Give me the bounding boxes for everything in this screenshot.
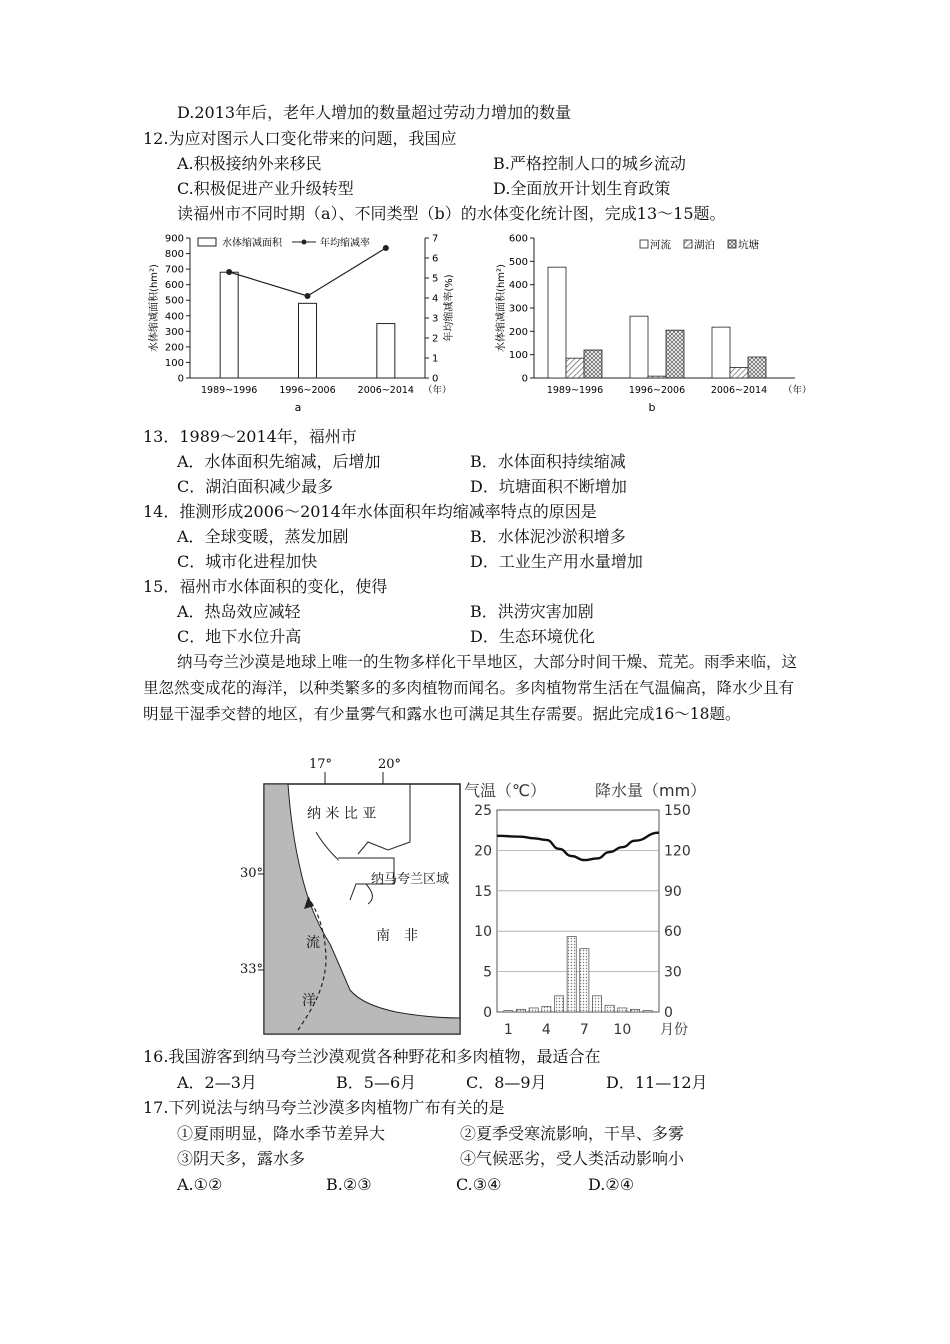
climate-ytick-label: 25 xyxy=(474,803,492,819)
a-legend-bar-label: 水体缩减面积 xyxy=(222,238,282,249)
a-x-unit: （年） xyxy=(423,385,452,396)
a-ytick-label: 800 xyxy=(164,249,184,261)
q12-option-a: A.积极接纳外来移民 xyxy=(177,154,322,173)
q17-option-d: D.②④ xyxy=(588,1175,635,1194)
map-label-namaqualand: 纳马夸兰区域 xyxy=(371,872,450,887)
climate-precip-bar xyxy=(516,1009,525,1012)
b-ytick-label: 300 xyxy=(508,303,528,315)
climate-precip-bar xyxy=(504,1011,513,1012)
q12-option-d: D.全面放开计划生育政策 xyxy=(493,179,671,198)
climate-ytick-label: 10 xyxy=(474,924,492,941)
q13-option-d: D．坑塘面积不断增加 xyxy=(470,477,627,496)
climate-y2tick-label: 60 xyxy=(664,924,682,941)
map-label-current-1: 流 xyxy=(306,935,320,951)
q15-option-b: B．洪涝灾害加剧 xyxy=(470,602,594,621)
climate-y2tick-label: 0 xyxy=(664,1005,673,1021)
b-xtick-label: 2006~2014 xyxy=(710,385,768,396)
chart-a xyxy=(140,228,460,418)
q14-stem: 14．推测形成2006～2014年水体面积年均缩减率特点的原因是 xyxy=(143,502,597,521)
b-bar-1 xyxy=(566,358,584,378)
b-xtick-label: 1996~2006 xyxy=(628,385,686,396)
map-label-namibia: 纳 米 比 亚 xyxy=(307,806,377,822)
climate-xtick-label: 1 xyxy=(503,1022,513,1038)
a-y2tick-label: 0 xyxy=(432,373,439,385)
q15-stem: 15．福州市水体面积的变化，使得 xyxy=(143,577,388,596)
q16-option-a: A．2—3月 xyxy=(177,1073,257,1092)
climate-ytick-label: 20 xyxy=(474,843,492,860)
q16-option-d: D．11—12月 xyxy=(606,1073,708,1092)
q11-option-d: D.2013年后，老年人增加的数量超过劳动力增加的数量 xyxy=(177,103,572,122)
map-label-current-2: 洋 xyxy=(302,993,316,1009)
a-bar xyxy=(377,324,395,378)
climate-precip-bar xyxy=(542,1007,551,1012)
a-y2tick-label: 5 xyxy=(432,273,439,285)
a-y2tick-label: 1 xyxy=(432,353,439,365)
a-ytick-label: 500 xyxy=(164,295,184,307)
map-lat-33: 33° xyxy=(240,962,264,977)
climate-precip-bar xyxy=(554,996,563,1012)
b-legend-swatch-2 xyxy=(728,240,736,248)
b-ytick-label: 400 xyxy=(508,280,528,292)
climate-precip-bar xyxy=(567,937,576,1012)
b-legend-swatch-0 xyxy=(640,240,648,248)
climate-ylabel: 气温（℃） xyxy=(464,781,546,800)
a-y2tick-label: 2 xyxy=(432,333,439,345)
a-ytick-label: 900 xyxy=(164,233,184,245)
climate-xtick-label: 7 xyxy=(579,1022,589,1038)
q14-option-c: C．城市化进程加快 xyxy=(177,552,318,571)
b-legend-label-0: 河流 xyxy=(650,239,671,251)
q17-option-a: A.①② xyxy=(177,1175,223,1194)
a-ytick-label: 100 xyxy=(164,357,184,369)
a-ytick-label: 400 xyxy=(164,311,184,323)
b-bar-0 xyxy=(548,267,566,378)
b-legend-label-2: 坑塘 xyxy=(738,239,759,251)
chart-b xyxy=(490,228,815,418)
q12-option-c: C.积极促进产业升级转型 xyxy=(177,179,354,198)
q16-option-c: C．8—9月 xyxy=(466,1073,547,1092)
b-bar-2 xyxy=(666,330,684,378)
climate-ytick-label: 0 xyxy=(483,1005,492,1021)
a-ytick-label: 600 xyxy=(164,280,184,292)
passage-16-18: 纳马夸兰沙漠是地球上唯一的生物多样化干旱地区，大部分时间干燥、荒芜。雨季来临，这里忽然变成花的海洋，以种类繁多的多肉植物而闻名。多肉植物常生活在气温偏高，降水少且有明显干湿季交替的地区，有少量雾气和露水也可满足其生存需要。据此完成16～18题。 xyxy=(143,653,798,723)
q12-option-b: B.严格控制人口的城乡流动 xyxy=(493,154,686,173)
climate-xtick-label: 10 xyxy=(613,1022,632,1038)
a-ylabel2: 年均缩减率(%) xyxy=(444,274,455,342)
b-caption: b xyxy=(648,401,656,414)
a-xtick-label: 1989~1996 xyxy=(201,385,258,396)
q15-option-c: C．地下水位升高 xyxy=(177,627,302,646)
a-bar xyxy=(299,303,317,378)
b-bar-1 xyxy=(730,368,748,379)
q16-option-b: B．5—6月 xyxy=(336,1073,417,1092)
a-legend-bar-swatch xyxy=(198,238,216,246)
q17-stem: 17.下列说法与纳马夸兰沙漠多肉植物广布有关的是 xyxy=(143,1098,505,1117)
b-ytick-label: 500 xyxy=(508,256,528,268)
intro-13-15: 读福州市不同时期（a）、不同类型（b）的水体变化统计图，完成13～15题。 xyxy=(177,204,726,223)
a-ytick-label: 700 xyxy=(164,264,184,276)
a-y2tick-label: 6 xyxy=(432,253,439,265)
a-y2tick-label: 4 xyxy=(432,293,439,305)
a-rate-point xyxy=(226,269,232,275)
q13-option-a: A．水体面积先缩减，后增加 xyxy=(177,452,381,471)
a-rate-line xyxy=(229,248,386,296)
climate-ylabel2: 降水量（mm） xyxy=(595,781,707,800)
a-rate-point xyxy=(305,293,311,299)
b-ytick-label: 0 xyxy=(521,373,528,385)
q16-stem: 16.我国游客到纳马夸兰沙漠观赏各种野花和多肉植物，最适合在 xyxy=(143,1047,601,1066)
a-xtick-label: 2006~2014 xyxy=(357,385,414,396)
b-ytick-label: 600 xyxy=(508,233,528,245)
a-bar xyxy=(220,272,238,378)
climate-y2tick-label: 150 xyxy=(664,803,691,819)
a-legend-line-dot xyxy=(302,240,307,245)
q12-stem: 12.为应对图示人口变化带来的问题，我国应 xyxy=(143,129,457,148)
q14-option-d: D．工业生产用水量增加 xyxy=(470,552,643,571)
map-lon-20: 20° xyxy=(378,757,402,772)
b-xtick-label: 1989~1996 xyxy=(546,385,604,396)
climate-precip-bar xyxy=(605,1005,614,1012)
climate-precip-bar xyxy=(592,996,601,1012)
b-legend-swatch-1 xyxy=(684,240,692,248)
climate-precip-bar xyxy=(643,1011,652,1012)
q15-option-a: A．热岛效应减轻 xyxy=(177,602,301,621)
climate-precip-bar xyxy=(529,1008,538,1012)
climate-xtick-label: 4 xyxy=(541,1022,551,1038)
climate-ytick-label: 5 xyxy=(483,964,492,981)
map-lon-17: 17° xyxy=(309,757,333,772)
q13-stem: 13．1989～2014年，福州市 xyxy=(143,427,357,446)
a-rate-point xyxy=(383,245,389,251)
climate-precip-bar xyxy=(618,1008,627,1012)
climate-y2tick-label: 120 xyxy=(664,843,691,860)
climate-y2tick-label: 90 xyxy=(664,883,682,900)
a-y2tick-label: 3 xyxy=(432,313,439,325)
chart-climate xyxy=(462,772,712,1042)
q17-option-b: B.②③ xyxy=(326,1175,372,1194)
a-ylabel: 水体缩减面积(hm²) xyxy=(149,264,160,352)
q15-option-d: D．生态环境优化 xyxy=(470,627,595,646)
b-bar-2 xyxy=(748,357,766,378)
q17-statement-1: ①夏雨明显，降水季节差异大 xyxy=(177,1124,386,1143)
a-legend-line-label: 年均缩减率 xyxy=(320,238,370,249)
climate-ytick-label: 15 xyxy=(474,883,492,900)
q13-option-b: B．水体面积持续缩减 xyxy=(470,452,626,471)
map-lat-30: 30° xyxy=(240,866,264,881)
a-ytick-label: 300 xyxy=(164,326,184,338)
q17-statement-3: ③阴天多，露水多 xyxy=(177,1149,306,1168)
q17-statement-4: ④气候恶劣，受人类活动影响小 xyxy=(460,1149,685,1168)
a-ytick-label: 200 xyxy=(164,342,184,354)
b-bar-0 xyxy=(630,316,648,378)
climate-precip-bar xyxy=(630,1009,639,1012)
b-ytick-label: 100 xyxy=(508,350,528,362)
b-ylabel: 水体缩减面积(hm²) xyxy=(496,264,507,352)
b-x-unit: （年） xyxy=(783,385,812,396)
q17-option-c: C.③④ xyxy=(456,1175,502,1194)
q14-option-a: A．全球变暖，蒸发加剧 xyxy=(177,527,349,546)
b-bar-2 xyxy=(584,350,602,378)
q14-option-b: B．水体泥沙淤积增多 xyxy=(470,527,626,546)
a-xtick-label: 1996~2006 xyxy=(279,385,336,396)
q13-option-c: C．湖泊面积减少最多 xyxy=(177,477,334,496)
map-label-south-africa: 南 非 xyxy=(376,928,418,944)
a-y2tick-label: 7 xyxy=(432,233,439,245)
b-ytick-label: 200 xyxy=(508,326,528,338)
b-legend-label-1: 湖泊 xyxy=(694,239,715,251)
climate-x-unit: 月份 xyxy=(660,1022,688,1038)
b-bar-1 xyxy=(648,376,666,378)
climate-precip-bar xyxy=(580,949,589,1012)
q17-statement-2: ②夏季受寒流影响，干旱、多雾 xyxy=(460,1124,685,1143)
a-ytick-label: 0 xyxy=(177,373,184,385)
a-caption: a xyxy=(294,401,302,414)
b-bar-0 xyxy=(712,327,730,378)
climate-y2tick-label: 30 xyxy=(664,964,682,981)
